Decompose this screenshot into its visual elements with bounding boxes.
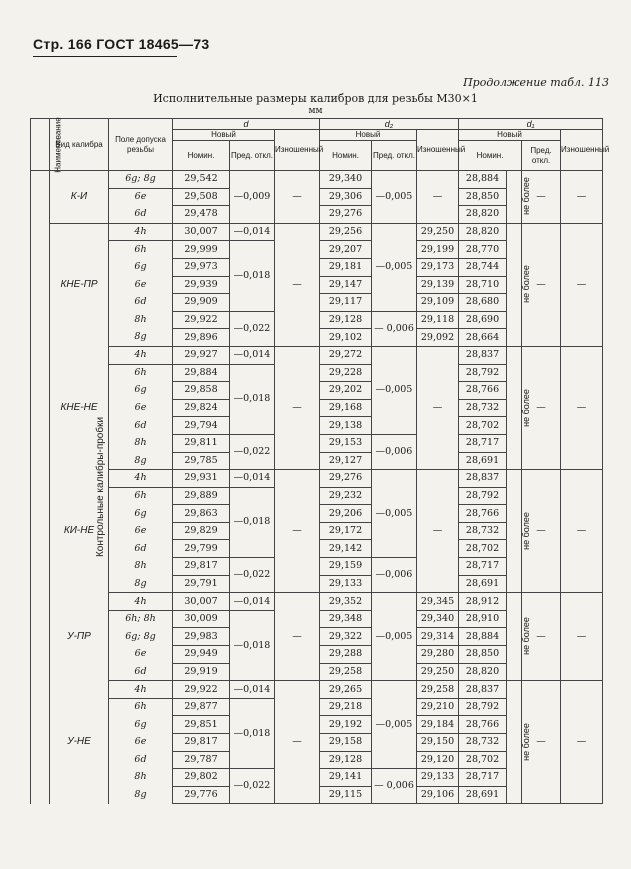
d1-nominal-cell: 28,717 (459, 769, 507, 787)
d1-nominal-cell: 28,910 (459, 610, 507, 628)
tolerance-field-cell: 8g (109, 452, 173, 470)
d1-nominal-cell: 28,732 (459, 734, 507, 752)
tolerance-field-cell: 6d (109, 417, 173, 435)
gauge-type-name: У-НЕ (50, 681, 109, 804)
d1-deviation-cell: — (522, 681, 561, 804)
tolerance-field-cell: 6d (109, 206, 173, 224)
gauge-type-name: КНЕ-ПР (50, 223, 109, 346)
d2-worn-cell: 29,120 (417, 751, 459, 769)
d-deviation-cell: —0,018 (230, 698, 275, 768)
d2-nominal-cell: 29,258 (320, 663, 372, 681)
tolerance-field-cell: 8h (109, 769, 173, 787)
d1-nominal-cell: 28,792 (459, 364, 507, 382)
d1-nominal-cell: 28,766 (459, 505, 507, 523)
d-nominal-cell: 29,851 (173, 716, 230, 734)
d-nominal-cell: 29,949 (173, 646, 230, 664)
d2-nominal-cell: 29,127 (320, 452, 372, 470)
row-group-label: Контрольные калибры-пробки (31, 171, 50, 804)
d1-nominal-cell: 28,850 (459, 646, 507, 664)
tolerance-field-cell: 8g (109, 786, 173, 804)
table-row (31, 470, 603, 488)
table-body (31, 171, 603, 804)
d1-nominal-cell: 28,770 (459, 241, 507, 259)
d-nominal-cell: 29,794 (173, 417, 230, 435)
d2-worn-cell: — (417, 346, 459, 469)
d2-nominal-cell: 29,272 (320, 346, 372, 364)
d-nominal-cell: 29,983 (173, 628, 230, 646)
d1-nominal-cell: 28,691 (459, 452, 507, 470)
d2-worn-cell: 29,258 (417, 681, 459, 699)
d2-nominal-cell: 29,352 (320, 593, 372, 611)
d1-nominal-cell: 28,732 (459, 522, 507, 540)
gauge-type-name: КНЕ-НЕ (50, 346, 109, 469)
d1-nominal-cell: 28,702 (459, 540, 507, 558)
d-nominal-cell: 29,802 (173, 769, 230, 787)
d-nominal-cell: 29,508 (173, 188, 230, 206)
d2-worn-cell: 29,280 (417, 646, 459, 664)
d2-nominal-cell: 29,276 (320, 470, 372, 488)
d1-nominal-cell: 28,792 (459, 698, 507, 716)
d2-dev-header: Пред. откл. (372, 141, 417, 171)
d-nominal-cell: 29,909 (173, 294, 230, 312)
d2-deviation-cell: —0,005 (372, 470, 417, 558)
d1-dev-header: Пред. откл. (522, 141, 561, 171)
d2-nominal-cell: 29,128 (320, 751, 372, 769)
d1-nominal-cell: 28,884 (459, 628, 507, 646)
d1-nominal-cell: 28,702 (459, 751, 507, 769)
d1-nominal-cell: 28,717 (459, 558, 507, 576)
d-nominal-cell: 30,009 (173, 610, 230, 628)
d1-not-more-cell: не более (507, 223, 522, 346)
d2-worn-cell: 29,106 (417, 786, 459, 804)
d-nominal-cell: 29,896 (173, 329, 230, 347)
d2-nominal-cell: 29,181 (320, 258, 372, 276)
d-deviation-cell: —0,014 (230, 593, 275, 611)
d-nominal-cell: 29,999 (173, 241, 230, 259)
d2-worn-cell: 29,173 (417, 258, 459, 276)
d-nominal-cell: 30,007 (173, 223, 230, 241)
d-worn-cell: — (275, 470, 320, 593)
tolerance-field-cell: 8h (109, 311, 173, 329)
tolerance-field-cell: 6g; 8g (109, 628, 173, 646)
d1-nominal-cell: 28,710 (459, 276, 507, 294)
d-deviation-cell: —0,018 (230, 487, 275, 557)
tolerance-field-cell: 6g (109, 258, 173, 276)
d2-nominal-cell: 29,256 (320, 223, 372, 241)
d1-nominal-cell: 28,837 (459, 681, 507, 699)
d-deviation-cell: —0,014 (230, 681, 275, 699)
d1-nominal-cell: 28,792 (459, 487, 507, 505)
d2-nominal-cell: 29,340 (320, 171, 372, 189)
d-nominal-cell: 30,007 (173, 593, 230, 611)
d1-nominal-cell: 28,744 (459, 258, 507, 276)
tolerance-field-cell: 4h (109, 593, 173, 611)
d2-nominal-cell: 29,138 (320, 417, 372, 435)
d2-nominal-cell: 29,207 (320, 241, 372, 259)
d1-not-more-cell: не более (507, 346, 522, 469)
tolerance-field-cell: 6d (109, 540, 173, 558)
tolerance-field-cell: 4h (109, 346, 173, 364)
d1-worn-cell: — (561, 346, 603, 469)
d-nominal-cell: 29,973 (173, 258, 230, 276)
table-row (31, 171, 603, 189)
tolerance-field-cell: 6e (109, 188, 173, 206)
d-new-header: Новый (173, 130, 275, 141)
d2-nominal-cell: 29,306 (320, 188, 372, 206)
d-worn-cell: — (275, 171, 320, 224)
d2-deviation-cell: —0,005 (372, 346, 417, 434)
col-d-header: d (173, 119, 320, 130)
tolerance-field-cell: 4h (109, 681, 173, 699)
tolerance-field-cell: 6g (109, 505, 173, 523)
gauge-type-name: КИ-НЕ (50, 470, 109, 593)
tolerance-field-cell: 6h (109, 364, 173, 382)
d-worn-cell: — (275, 593, 320, 681)
d1-nominal-cell: 28,680 (459, 294, 507, 312)
tolerance-field-cell: 6e (109, 399, 173, 417)
d-nominal-cell: 29,542 (173, 171, 230, 189)
col-d1-header: d₁ (459, 119, 603, 130)
d2-nominal-cell: 29,117 (320, 294, 372, 312)
d2-nominal-cell: 29,128 (320, 311, 372, 329)
d2-worn-cell: 29,092 (417, 329, 459, 347)
d2-nominal-cell: 29,232 (320, 487, 372, 505)
d1-nominal-cell: 28,820 (459, 206, 507, 224)
col-tolerance-header: Поле допуска резьбы (109, 119, 173, 171)
d2-worn-cell: 29,109 (417, 294, 459, 312)
d2-nominal-cell: 29,115 (320, 786, 372, 804)
d2-nominal-cell: 29,133 (320, 575, 372, 593)
d-deviation-cell: —0,018 (230, 610, 275, 680)
tolerance-field-cell: 6e (109, 646, 173, 664)
d2-deviation-cell: —0,005 (372, 171, 417, 224)
d-deviation-cell: —0,018 (230, 241, 275, 311)
d1-nominal-cell: 28,820 (459, 223, 507, 241)
d-nominal-cell: 29,858 (173, 382, 230, 400)
d2-nominal-cell: 29,276 (320, 206, 372, 224)
d1-nominal-cell: 28,820 (459, 663, 507, 681)
d2-nominal-cell: 29,348 (320, 610, 372, 628)
d-nominal-cell: 29,817 (173, 558, 230, 576)
d-nominal-cell: 29,811 (173, 434, 230, 452)
table-units: мм (308, 106, 323, 116)
d-nominal-cell: 29,931 (173, 470, 230, 488)
d1-not-more-cell: не более (507, 681, 522, 804)
d-nominal-cell: 29,922 (173, 311, 230, 329)
d-worn-cell: — (275, 681, 320, 804)
tolerance-field-cell: 4h (109, 470, 173, 488)
d1-nominal-cell: 28,691 (459, 575, 507, 593)
d-deviation-cell: —0,022 (230, 769, 275, 804)
d-nominal-cell: 29,799 (173, 540, 230, 558)
tolerance-field-cell: 8h (109, 558, 173, 576)
d2-deviation-cell: — 0,006 (372, 769, 417, 804)
d-worn-header: Изношенный (275, 130, 320, 171)
d2-worn-cell: — (417, 171, 459, 224)
d1-deviation-cell: — (522, 346, 561, 469)
tolerance-field-cell: 8g (109, 575, 173, 593)
tolerance-field-cell: 6g; 8g (109, 171, 173, 189)
d2-nominal-cell: 29,102 (320, 329, 372, 347)
d1-nominal-cell: 28,690 (459, 311, 507, 329)
d2-nominal-cell: 29,192 (320, 716, 372, 734)
tolerance-field-cell: 4h (109, 223, 173, 241)
tolerance-field-cell: 6e (109, 734, 173, 752)
d-nominal-cell: 29,824 (173, 399, 230, 417)
d-deviation-cell: —0,014 (230, 223, 275, 241)
d1-new-header: Новый (459, 130, 561, 141)
tolerance-field-cell: 6h; 8h (109, 610, 173, 628)
d-nominal-header: Номин. (173, 141, 230, 171)
d-nominal-cell: 29,817 (173, 734, 230, 752)
d2-deviation-cell: —0,006 (372, 558, 417, 593)
d2-worn-cell: 29,345 (417, 593, 459, 611)
d-deviation-cell: —0,022 (230, 558, 275, 593)
d1-not-more-cell: не более (507, 171, 522, 224)
tolerance-field-cell: 8h (109, 434, 173, 452)
d1-nominal-header: Номин. (459, 141, 522, 171)
d2-worn-header: Изношенный (417, 130, 459, 171)
d2-nominal-header: Номин. (320, 141, 372, 171)
gauge-dimensions-table (30, 116, 610, 804)
d1-worn-cell: — (561, 593, 603, 681)
tolerance-field-cell: 6e (109, 276, 173, 294)
d1-nominal-cell: 28,766 (459, 716, 507, 734)
d2-worn-cell: 29,340 (417, 610, 459, 628)
d2-worn-cell: 29,139 (417, 276, 459, 294)
d1-nominal-cell: 28,732 (459, 399, 507, 417)
d2-nominal-cell: 29,168 (320, 399, 372, 417)
d2-nominal-cell: 29,288 (320, 646, 372, 664)
d-nominal-cell: 29,478 (173, 206, 230, 224)
d-nominal-cell: 29,877 (173, 698, 230, 716)
d2-nominal-cell: 29,172 (320, 522, 372, 540)
tolerance-field-cell: 8g (109, 329, 173, 347)
header-rule (33, 56, 177, 57)
col-gauge-type-header: Вид калибра (50, 119, 109, 171)
d-nominal-cell: 29,785 (173, 452, 230, 470)
d2-worn-cell: 29,314 (417, 628, 459, 646)
tolerance-field-cell: 6h (109, 698, 173, 716)
d2-worn-cell: 29,250 (417, 223, 459, 241)
d1-nominal-cell: 28,664 (459, 329, 507, 347)
d2-worn-cell: 29,118 (417, 311, 459, 329)
d-deviation-cell: —0,022 (230, 311, 275, 346)
tolerance-field-cell: 6d (109, 294, 173, 312)
d1-worn-cell: — (561, 171, 603, 224)
d1-nominal-cell: 28,837 (459, 346, 507, 364)
tolerance-field-cell: 6d (109, 751, 173, 769)
d1-not-more-cell: не более (507, 593, 522, 681)
tolerance-field-cell: 6g (109, 716, 173, 734)
d2-nominal-cell: 29,322 (320, 628, 372, 646)
d2-nominal-cell: 29,218 (320, 698, 372, 716)
tolerance-field-cell: 6d (109, 663, 173, 681)
col-d2-header: d₂ (320, 119, 459, 130)
d-worn-cell: — (275, 346, 320, 469)
d-nominal-cell: 29,919 (173, 663, 230, 681)
d1-worn-cell: — (561, 223, 603, 346)
page-header: Стр. 166 ГОСТ 18465—73 (33, 36, 210, 52)
table-title: Исполнительные размеры калибров для резьбы М30×1 (153, 92, 478, 105)
d-nominal-cell: 29,889 (173, 487, 230, 505)
d2-nominal-cell: 29,159 (320, 558, 372, 576)
d1-worn-cell: — (561, 681, 603, 804)
d2-nominal-cell: 29,202 (320, 382, 372, 400)
d1-nominal-cell: 28,912 (459, 593, 507, 611)
d1-deviation-cell: — (522, 171, 561, 224)
d-nominal-cell: 29,884 (173, 364, 230, 382)
d1-nominal-cell: 28,702 (459, 417, 507, 435)
d2-nominal-cell: 29,153 (320, 434, 372, 452)
d-deviation-cell: —0,014 (230, 346, 275, 364)
d-nominal-cell: 29,863 (173, 505, 230, 523)
d-dev-header: Пред. откл. (230, 141, 275, 171)
d-nominal-cell: 29,829 (173, 522, 230, 540)
d1-nominal-cell: 28,766 (459, 382, 507, 400)
d2-deviation-cell: —0,005 (372, 223, 417, 311)
table-row (31, 681, 603, 699)
d1-worn-header: Изношенный (561, 130, 603, 171)
d2-worn-cell: 29,184 (417, 716, 459, 734)
tolerance-field-cell: 6h (109, 241, 173, 259)
d-nominal-cell: 29,922 (173, 681, 230, 699)
table-row (31, 593, 603, 611)
tolerance-field-cell: 6g (109, 382, 173, 400)
d2-nominal-cell: 29,142 (320, 540, 372, 558)
d2-deviation-cell: — 0,006 (372, 311, 417, 346)
d2-worn-cell: — (417, 470, 459, 593)
gauge-type-name: К-И (50, 171, 109, 224)
table-row (31, 346, 603, 364)
d1-nominal-cell: 28,837 (459, 470, 507, 488)
d2-nominal-cell: 29,158 (320, 734, 372, 752)
d1-nominal-cell: 28,691 (459, 786, 507, 804)
d1-nominal-cell: 28,717 (459, 434, 507, 452)
d-nominal-cell: 29,939 (173, 276, 230, 294)
d1-nominal-cell: 28,850 (459, 188, 507, 206)
d2-deviation-cell: —0,006 (372, 434, 417, 469)
col-name-header: Наименование (31, 119, 50, 171)
d1-nominal-cell: 28,884 (459, 171, 507, 189)
d2-nominal-cell: 29,228 (320, 364, 372, 382)
d2-new-header: Новый (320, 130, 417, 141)
d1-deviation-cell: — (522, 223, 561, 346)
d-deviation-cell: —0,018 (230, 364, 275, 434)
d1-deviation-cell: — (522, 470, 561, 593)
d1-deviation-cell: — (522, 593, 561, 681)
d2-worn-cell: 29,133 (417, 769, 459, 787)
table-continuation: Продолжение табл. 113 (463, 76, 609, 89)
d2-worn-cell: 29,250 (417, 663, 459, 681)
d2-worn-cell: 29,150 (417, 734, 459, 752)
d2-deviation-cell: —0,005 (372, 593, 417, 681)
d1-not-more-cell: не более (507, 470, 522, 593)
d2-nominal-cell: 29,206 (320, 505, 372, 523)
d-nominal-cell: 29,791 (173, 575, 230, 593)
d1-worn-cell: — (561, 470, 603, 593)
d-worn-cell: — (275, 223, 320, 346)
d2-deviation-cell: —0,005 (372, 681, 417, 769)
d-nominal-cell: 29,787 (173, 751, 230, 769)
d2-worn-cell: 29,210 (417, 698, 459, 716)
table-row (31, 223, 603, 241)
d2-worn-cell: 29,199 (417, 241, 459, 259)
d-nominal-cell: 29,776 (173, 786, 230, 804)
tolerance-field-cell: 6e (109, 522, 173, 540)
d-deviation-cell: —0,014 (230, 470, 275, 488)
d2-nominal-cell: 29,147 (320, 276, 372, 294)
d-deviation-cell: —0,022 (230, 434, 275, 469)
gauge-type-name: У-ПР (50, 593, 109, 681)
d-deviation-cell: —0,009 (230, 171, 275, 224)
d-nominal-cell: 29,927 (173, 346, 230, 364)
tolerance-field-cell: 6h (109, 487, 173, 505)
d2-nominal-cell: 29,141 (320, 769, 372, 787)
d2-nominal-cell: 29,265 (320, 681, 372, 699)
